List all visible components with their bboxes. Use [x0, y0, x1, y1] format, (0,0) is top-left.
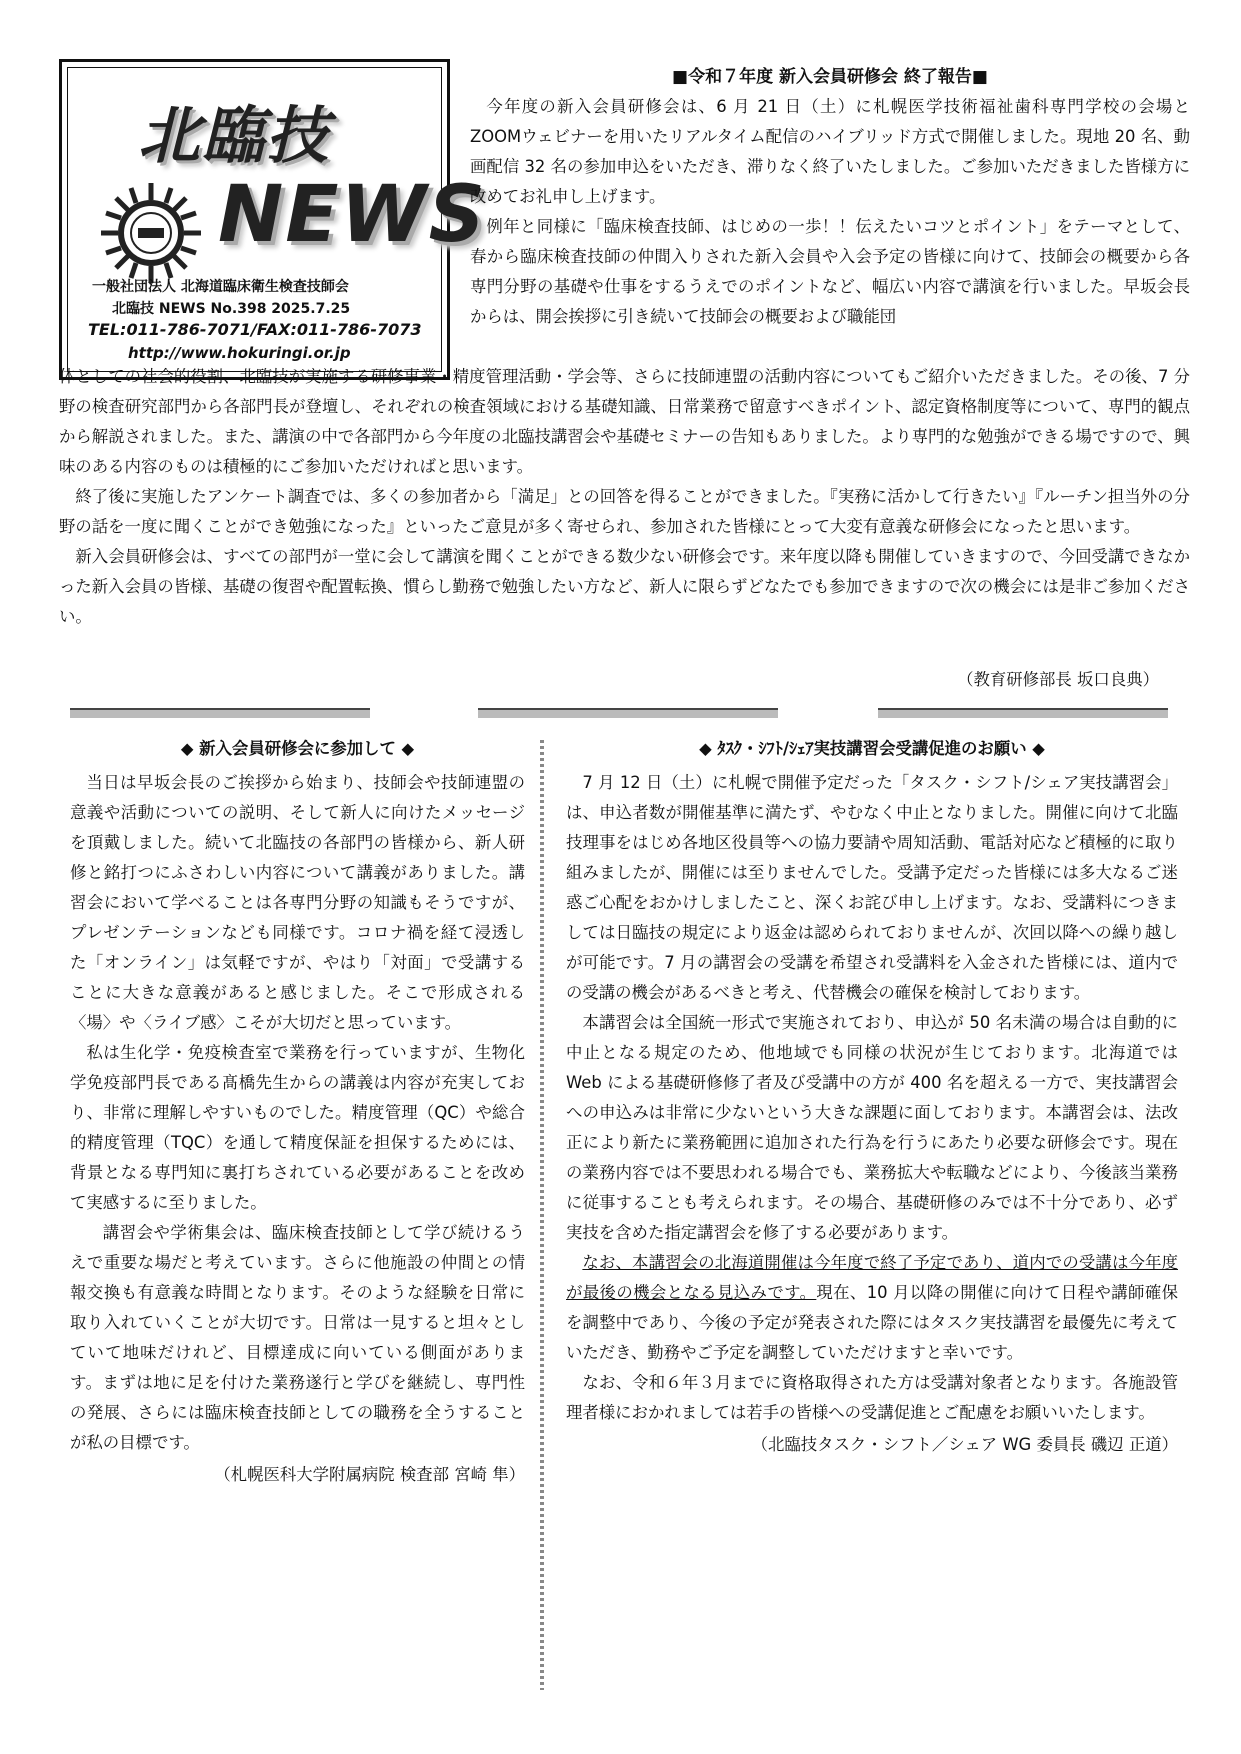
masthead-inner-frame — [67, 67, 487, 372]
report-paragraph-2: 例年と同様に「臨床検査技師、はじめの一歩！！伝えたいコツとポイント」をテーマとして、春から臨床検査技師の仲間入りされた新入会員や入会予定の皆様に向けて、技師会の概要から各専門分野の基礎や仕事をするうえでのポイントなど、幅広い内容で講演を行いました。早坂会長からは、開会挨拶に引き続いて技師会の概要および職能団 — [470, 217, 1190, 326]
right-paragraph-1: 7 月 12 日（土）に札幌で開催予定だった「タスク・シフト/シェア実技講習会」は、申込者数が開催基準に満たず、やむなく中止となりました。開催に向けて北臨技理事をはじめ各地区役員等への協力要請や周知活動、電話対応など積極的に取り組みましたが、開催には至りませんでした。受講予定だった皆様には多大なるご迷惑ご心配をおかけしましたこと、深くお詫び申し上げます。なお、受講料につきましては日臨技の規定により返金は認められておりませんが、次回以降への繰り越しが可能です。7 月の講習会の受講を希望され受講料を入金された皆様には、道内での受講の機会があるべきと考え、代替機会の確保を検討しております。 — [566, 773, 1178, 1002]
report-title: ■令和７年度 新入会員研修会 終了報告■ — [672, 67, 988, 87]
right-paragraph-2: 本講習会は全国統一形式で実施されており、申込が 50 名未満の場合は自動的に中止となる規定のため、他地域でも同様の状況が生じております。北海道では Web による基礎研修修了者及び受講中の方が 400 名を超える一方で、実技講習会への申込みは非常に少ないという大きな課題に面しております。本講習会は、法改正により新たに業務範囲に追加された行為を行うにあたり必要な研修会です。現在の業務内容では不要思われる場合でも、業務拡大や転職などにより、今後該当業務に従事することも考えられます。その場合、基礎研修のみでは不十分であり、必ず実技を含めた指定講習会を修了する必要があります。 — [566, 1013, 1178, 1242]
masthead-news: NEWS — [218, 170, 487, 260]
masthead-url[interactable]: http://www.hokuringi.or.jp — [128, 344, 351, 362]
right-article-signature: （北臨技タスク・シフト／シェア WG 委員長 磯辺 正道） — [751, 1435, 1178, 1454]
masthead-contact: TEL:011-786-7071/FAX:011-786-7073 — [88, 320, 422, 339]
right-paragraph-3 — [566, 1248, 1178, 1368]
masthead-issue: 北臨技 NEWS No.398 2025.7.25 — [112, 301, 351, 317]
report-paragraph-4: 新入会員研修会は、すべての部門が一堂に会して講演を聞くことができる数少ない研修会です。来年度以降も開催していきますので、今回受講できなかった新入会員の皆様、基礎の復習や配置転換、慣らし勤務で勉強したい方など、新人に限らずどなたでも参加できますので次の機会には是非ご参加ください。 — [59, 547, 1190, 626]
report-paragraph-2-continued: 体としての社会的役割、北臨技が実施する研修事業・精度管理活動・学会等、さらに技師連盟の活動内容についてもご紹介いただきました。その後、7 分野の検査研究部門から各部門長が登壇し、それぞれの検査領域における基礎知識、日常業務で留意すべきポイント、認定資格制度等について、専門的観点から解説されました。また、講演の中で各部門から今年度の北臨技講習会や基礎セミナーの告知もありました。より専門的な勉強ができる場ですので、興味のある内容のものは積極的にご参加いただければと思います。 — [59, 367, 1190, 476]
column-separator — [540, 740, 544, 1690]
left-article-title: ◆ 新入会員研修会に参加して ◆ — [180, 739, 415, 758]
left-article-signature: （札幌医科大学附属病院 検査部 宮崎 隼） — [214, 1465, 525, 1484]
report-paragraph-1: 今年度の新入会員研修会は、6 月 21 日（土）に札幌医学技術福祉歯科専門学校の会場とZOOMウェビナーを用いたリアルタイム配信のハイブリッド方式で開催しました。現地 20 名、動画配信 32 名の参加申込をいただき、滞りなく終了いたしました。ご参加いただきました皆様方に改めてお礼申し上げます。 — [470, 97, 1190, 206]
divider-center — [478, 708, 778, 720]
association-emblem-icon — [96, 178, 206, 288]
right-paragraph-3-rest: 現在、10 月以降の開催に向けて日程や講師確保を調整中であり、今後の予定が発表された際にはタスク実技講習を最優先に考えていただき、勤務やご予定を調整していただけますと幸いです。 — [566, 1283, 1178, 1362]
right-paragraph-4: なお、令和６年３月までに資格取得された方は受講対象者となります。各施設管理者様におかれましては若手の皆様への受講促進とご配慮をお願いいたします。 — [566, 1373, 1178, 1422]
report-body-full — [59, 362, 1190, 632]
divider-left — [70, 708, 370, 720]
masthead-organization: 一般社団法人 北海道臨床衛生検査技師会 — [92, 279, 349, 295]
masthead — [59, 59, 487, 380]
left-paragraph-3: 講習会や学術集会は、臨床検査技師として学び続けるうえで重要な場だと考えています。さらに他施設の仲間との情報交換も有意義な時間となります。そのような経験を日常に取り入れていくことが大切です。日常は一見すると坦々としていて地味だけれど、目標達成に向いている側面があります。まずは地に足を付けた業務遂行と学びを継続し、専門性の発展、さらには臨床検査技師としての職務を全うすることが私の目標です。 — [70, 1223, 525, 1452]
left-paragraph-2: 私は生化学・免疫検査室で業務を行っていますが、生物化学免疫部門長である髙橋先生からの講義は内容が充実しており、非常に理解しやすいものでした。精度管理（QC）や総合的精度管理（TQC）を通して精度保証を担保するためには、背景となる専門知に裏打ちされている必要があることを改めて実感するに至りました。 — [70, 1043, 525, 1212]
masthead-title: 北臨技 — [138, 99, 331, 172]
right-article-title: ◆ ﾀｽｸ・ｼﾌﾄ/ｼｪｱ実技講習会受講促進のお願い ◆ — [699, 739, 1045, 758]
report-paragraph-3: 終了後に実施したアンケート調査では、多くの参加者から「満足」との回答を得ることができました。『実務に活かして行きたい』『ルーチン担当外の分野の話を一度に聞くことができ勉強になった』といったご意見が多く寄せられ、参加された皆様にとって大変有意義な研修会になったと思います。 — [59, 487, 1190, 536]
right-paragraph-3-underlined: なお、本講習会の北海道開催は今年度で終了予定であり、道内での受講は今年度が最後の機会となる見込みです。 — [566, 1253, 1178, 1302]
report-signature: （教育研修部長 坂口良典） — [957, 670, 1159, 689]
right-article — [566, 734, 1178, 1460]
report-body-right — [470, 92, 1190, 332]
left-paragraph-1: 当日は早坂会長のご挨拶から始まり、技師会や技師連盟の意義や活動についての説明、そして新人に向けたメッセージを頂戴しました。続いて北臨技の各部門の皆様から、新人研修と銘打つにふさわしい内容について講義がありました。講習会において学べることは各専門分野の知識もそうですが、プレゼンテーションなども同様です。コロナ禍を経て浸透した「オンライン」は気軽ですが、やはり「対面」で受講することに大きな意義があると感じました。そこで形成される〈場〉や〈ライブ感〉こそが大切だと思っています。 — [70, 773, 525, 1032]
left-article — [70, 734, 525, 1490]
divider-right — [878, 708, 1168, 720]
